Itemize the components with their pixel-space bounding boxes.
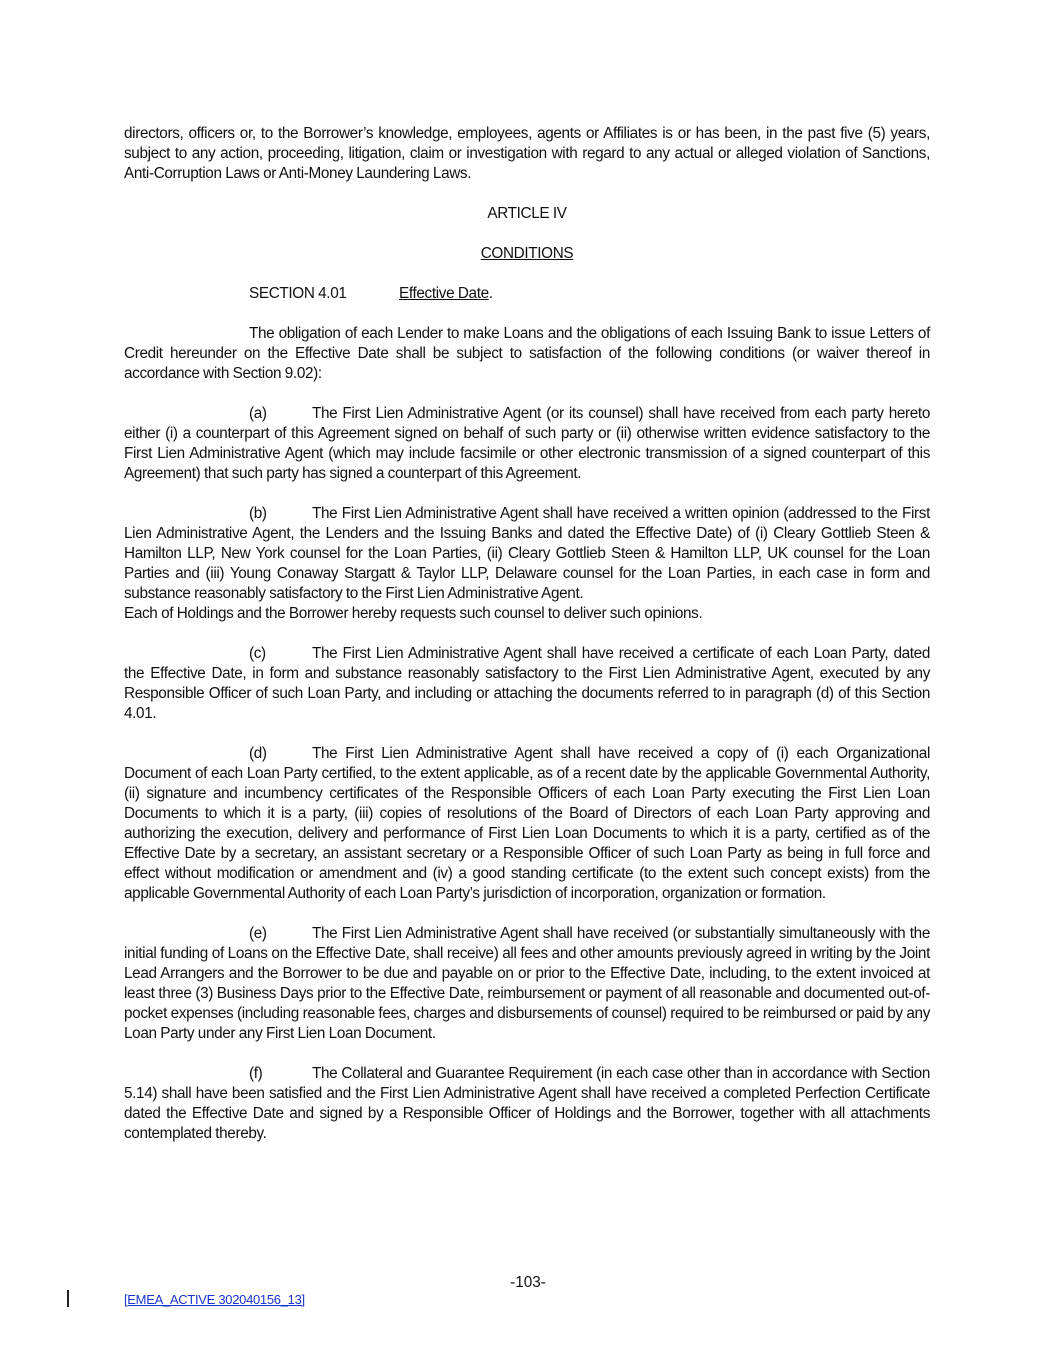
article-title [124,244,930,264]
clause-d [124,744,930,904]
clause-b [124,504,930,624]
section-title-suffix: . [488,285,493,302]
clause-b-label: (b) [249,505,267,522]
document-reference-link[interactable]: [EMEA_ACTIVE 302040156_13] [124,1292,305,1307]
clause-a-label: (a) [249,405,267,422]
document-page [124,124,930,1164]
clause-b-text: The First Lien Administrative Agent shall have received a written opinion (addressed to the First Lien Administrative Agent, the Lenders and the Issuing Banks and dated the Effective Date) of (i) Cleary Gottlieb Steen & Hamilton LLP, New York counsel for the Loan Parties, (ii) Cleary Gottlieb Steen & Hamilton LLP, UK counsel for the Loan Parties and (iii) Young Conaway Stargatt & Taylor LLP, Delaware counsel for the Loan Parties, in each case in form and substance reasonably satisfactory to the First Lien Administrative Agent. [124,505,930,602]
clause-e-text: The First Lien Administrative Agent shall have received (or substantially simultaneously with the initial funding of Loans on the Effective Date, shall receive) all fees and other amounts previously agreed in writing by the Joint Lead Arrangers and the Borrower to be due and payable on or prior to the Effective Date, including, to the extent invoiced at least three (3) Business Days prior to the Effective Date, reimbursement or payment of all reasonable and documented out-of-pocket expenses (including reasonable fees, charges and disbursements of counsel) required to be reimbursed or paid by any Loan Party under any First Lien Loan Document. [124,925,930,1042]
clause-e-label: (e) [249,925,267,942]
clause-c-label: (c) [249,645,266,662]
revision-bar [67,1290,69,1307]
clause-a [124,404,930,484]
page-number: -103- [510,1274,546,1291]
section-title: Effective Date [399,285,489,302]
section-number: SECTION 4.01 [249,285,347,302]
clause-f [124,1064,930,1144]
clause-d-label: (d) [249,745,267,762]
clause-c-text: The First Lien Administrative Agent shall have received a certificate of each Loan Party, dated the Effective Date, in form and substance reasonably satisfactory to the First Lien Administrative Agent, executed by any Responsible Officer of such Loan Party, and including or attaching the documents referred to in paragraph (d) of this Section 4.01. [124,645,930,722]
clause-d-text: The First Lien Administrative Agent shall have received a copy of (i) each Organizational Document of each Loan Party certified, to the extent applicable, as of a recent date by the applicable Governmental Authority, (ii) signature and incumbency certificates of the Responsible Officers of each Loan Party executing the First Lien Loan Documents to which it is a party, (iii) copies of resolutions of the Board of Directors of each Loan Party approving and authorizing the execution, delivery and performance of First Lien Loan Documents to which it is a party, certified as of the Effective Date by a secretary, an assistant secretary or a Responsible Officer of such Loan Party as being in full force and effect without modification or amendment and (iv) a good standing certificate (to the extent such concept exists) from the applicable Governmental Authority of each Loan Party’s jurisdiction of incorporation, organization or formation. [124,745,930,902]
clause-f-text: The Collateral and Guarantee Requirement (in each case other than in accordance with Section 5.14) shall have been satisfied and the First Lien Administrative Agent shall have received a completed Perfection Certificate dated the Effective Date and signed by a Responsible Officer of Holdings and the Borrower, together with all attachments contemplated thereby. [124,1065,930,1142]
clause-c [124,644,930,724]
intro-paragraph: directors, officers or, to the Borrower’s knowledge, employees, agents or Affiliates is or has been, in the past five (5) years, subject to any action, proceeding, litigation, claim or investigation with regard to any actual or alleged violation of Sanctions, Anti-Corruption Laws or Anti-Money Laundering Laws. [124,125,930,182]
article-number: ARTICLE IV [487,205,567,222]
clause-b-text-continued: Each of Holdings and the Borrower hereby requests such counsel to deliver such opinions. [124,605,703,622]
section-lead-paragraph: The obligation of each Lender to make Loans and the obligations of each Issuing Bank to issue Letters of Credit hereunder on the Effective Date shall be subject to satisfaction of the following conditions (or waiver thereof in accordance with Section 9.02): [124,325,930,382]
article-title-text: CONDITIONS [480,245,574,262]
clause-a-text: The First Lien Administrative Agent (or its counsel) shall have received from each party hereto either (i) a counterpart of this Agreement signed on behalf of such party or (ii) otherwise written evidence satisfactory to the First Lien Administrative Agent (which may include facsimile or other electronic transmission of a signed counterpart of this Agreement) that such party has signed a counterpart of this Agreement. [124,405,930,482]
clause-e [124,924,930,1044]
section-heading [124,284,930,304]
clause-f-label: (f) [249,1065,263,1082]
